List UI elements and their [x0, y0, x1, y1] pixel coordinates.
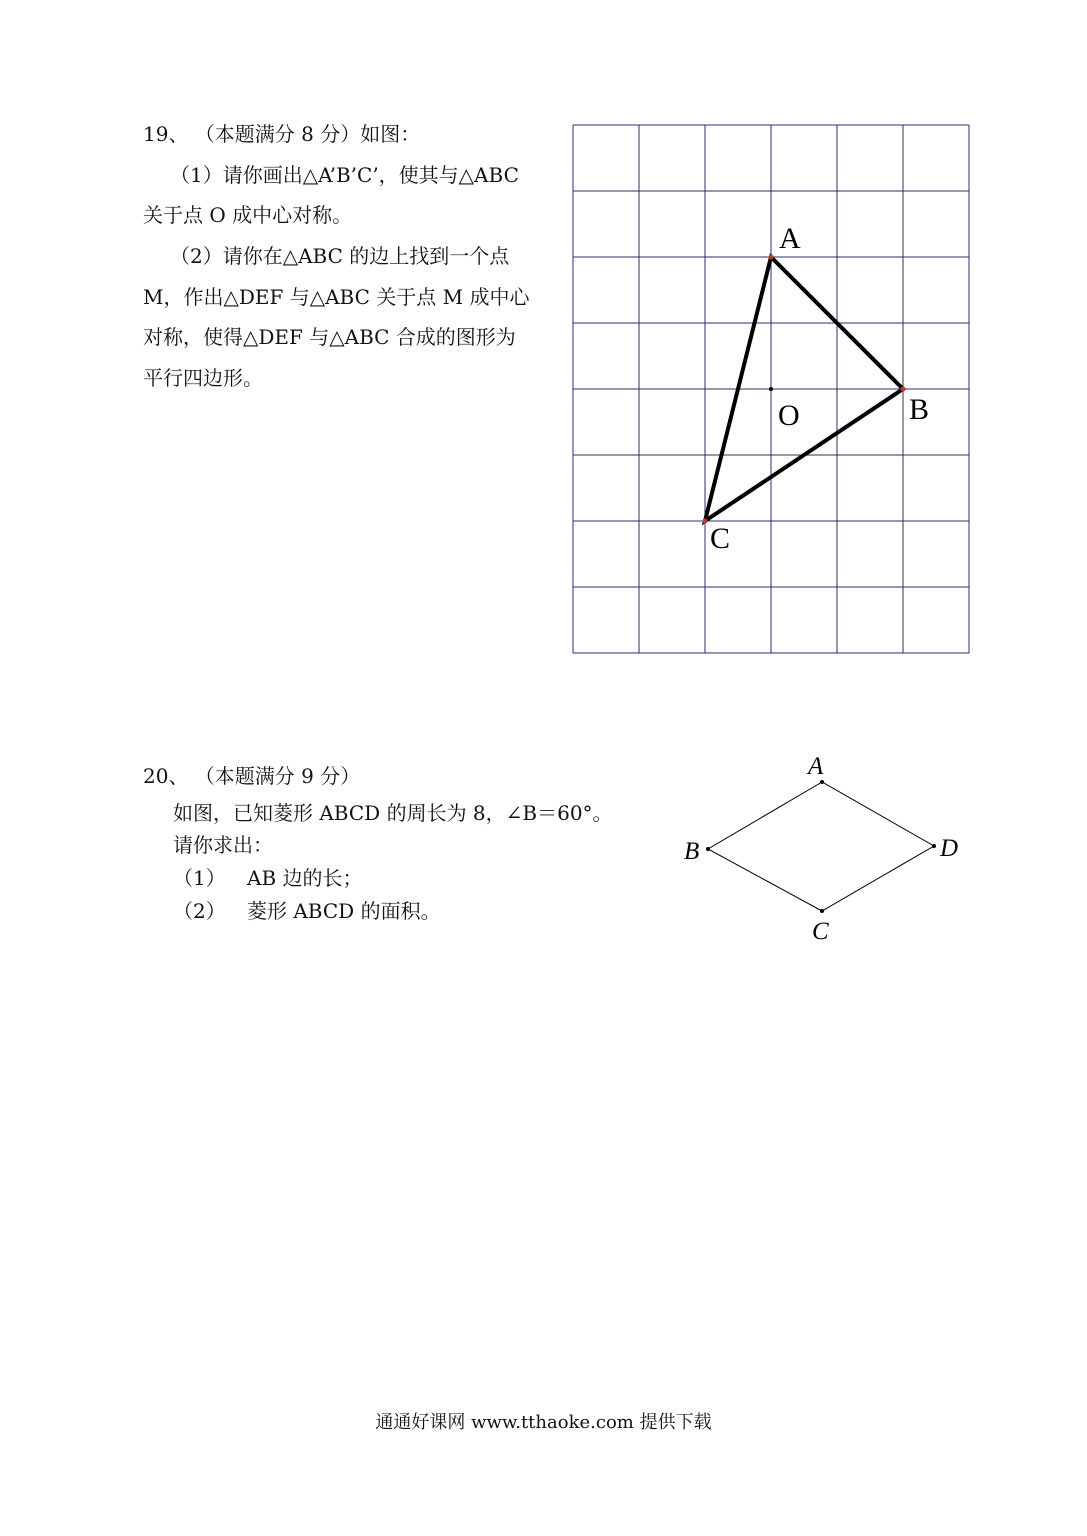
q20-item1-text: AB 边的长；	[247, 866, 363, 890]
point-a	[820, 780, 824, 784]
q19-part2-line1: （2）请你在△ABC 的边上找到一个点	[170, 244, 510, 268]
point-c	[820, 909, 824, 913]
label-c: C	[710, 522, 731, 555]
rhombus-abcd	[708, 782, 934, 911]
q19-part2-line2: M，作出△DEF 与△ABC 关于点 M 成中心	[143, 285, 530, 309]
grid-triangle-figure	[572, 124, 972, 656]
label-o: O	[778, 399, 800, 432]
point-d	[932, 844, 936, 848]
label-b: B	[909, 393, 930, 426]
label-c: C	[812, 918, 829, 945]
point-a	[769, 255, 774, 260]
rhombus-figure	[670, 748, 970, 948]
label-a: A	[808, 753, 824, 780]
q20-item2-num: （2）	[173, 899, 226, 923]
q19-part1-line2: 关于点 O 成中心对称。	[143, 203, 353, 227]
point-b	[901, 387, 906, 392]
q20-item2-text: 菱形 ABCD 的面积。	[247, 899, 441, 923]
q19-heading: 19、 （本题满分 8 分）如图：	[143, 122, 421, 146]
point-b	[706, 847, 710, 851]
label-a: A	[779, 222, 801, 255]
q19-part1-line1: （1）请你画出△A’B’C’，使其与△ABC	[170, 163, 519, 187]
q20-item1-num: （1）	[173, 866, 226, 890]
point-c	[703, 519, 708, 524]
label-b: B	[684, 838, 700, 865]
q20-line1: 如图，已知菱形 ABCD 的周长为 8，∠B＝60°。	[173, 801, 613, 825]
footer-download-note: 通通好课网 www.tthaoke.com 提供下载	[375, 1412, 712, 1433]
q20-line2: 请你求出：	[173, 833, 273, 857]
q19-part2-line3: 对称，使得△DEF 与△ABC 合成的图形为	[143, 325, 516, 349]
label-d: D	[940, 835, 959, 862]
point-o	[769, 387, 773, 391]
q20-heading: 20、 （本题满分 9 分）	[143, 764, 361, 788]
q19-part2-line4: 平行四边形。	[143, 366, 263, 390]
